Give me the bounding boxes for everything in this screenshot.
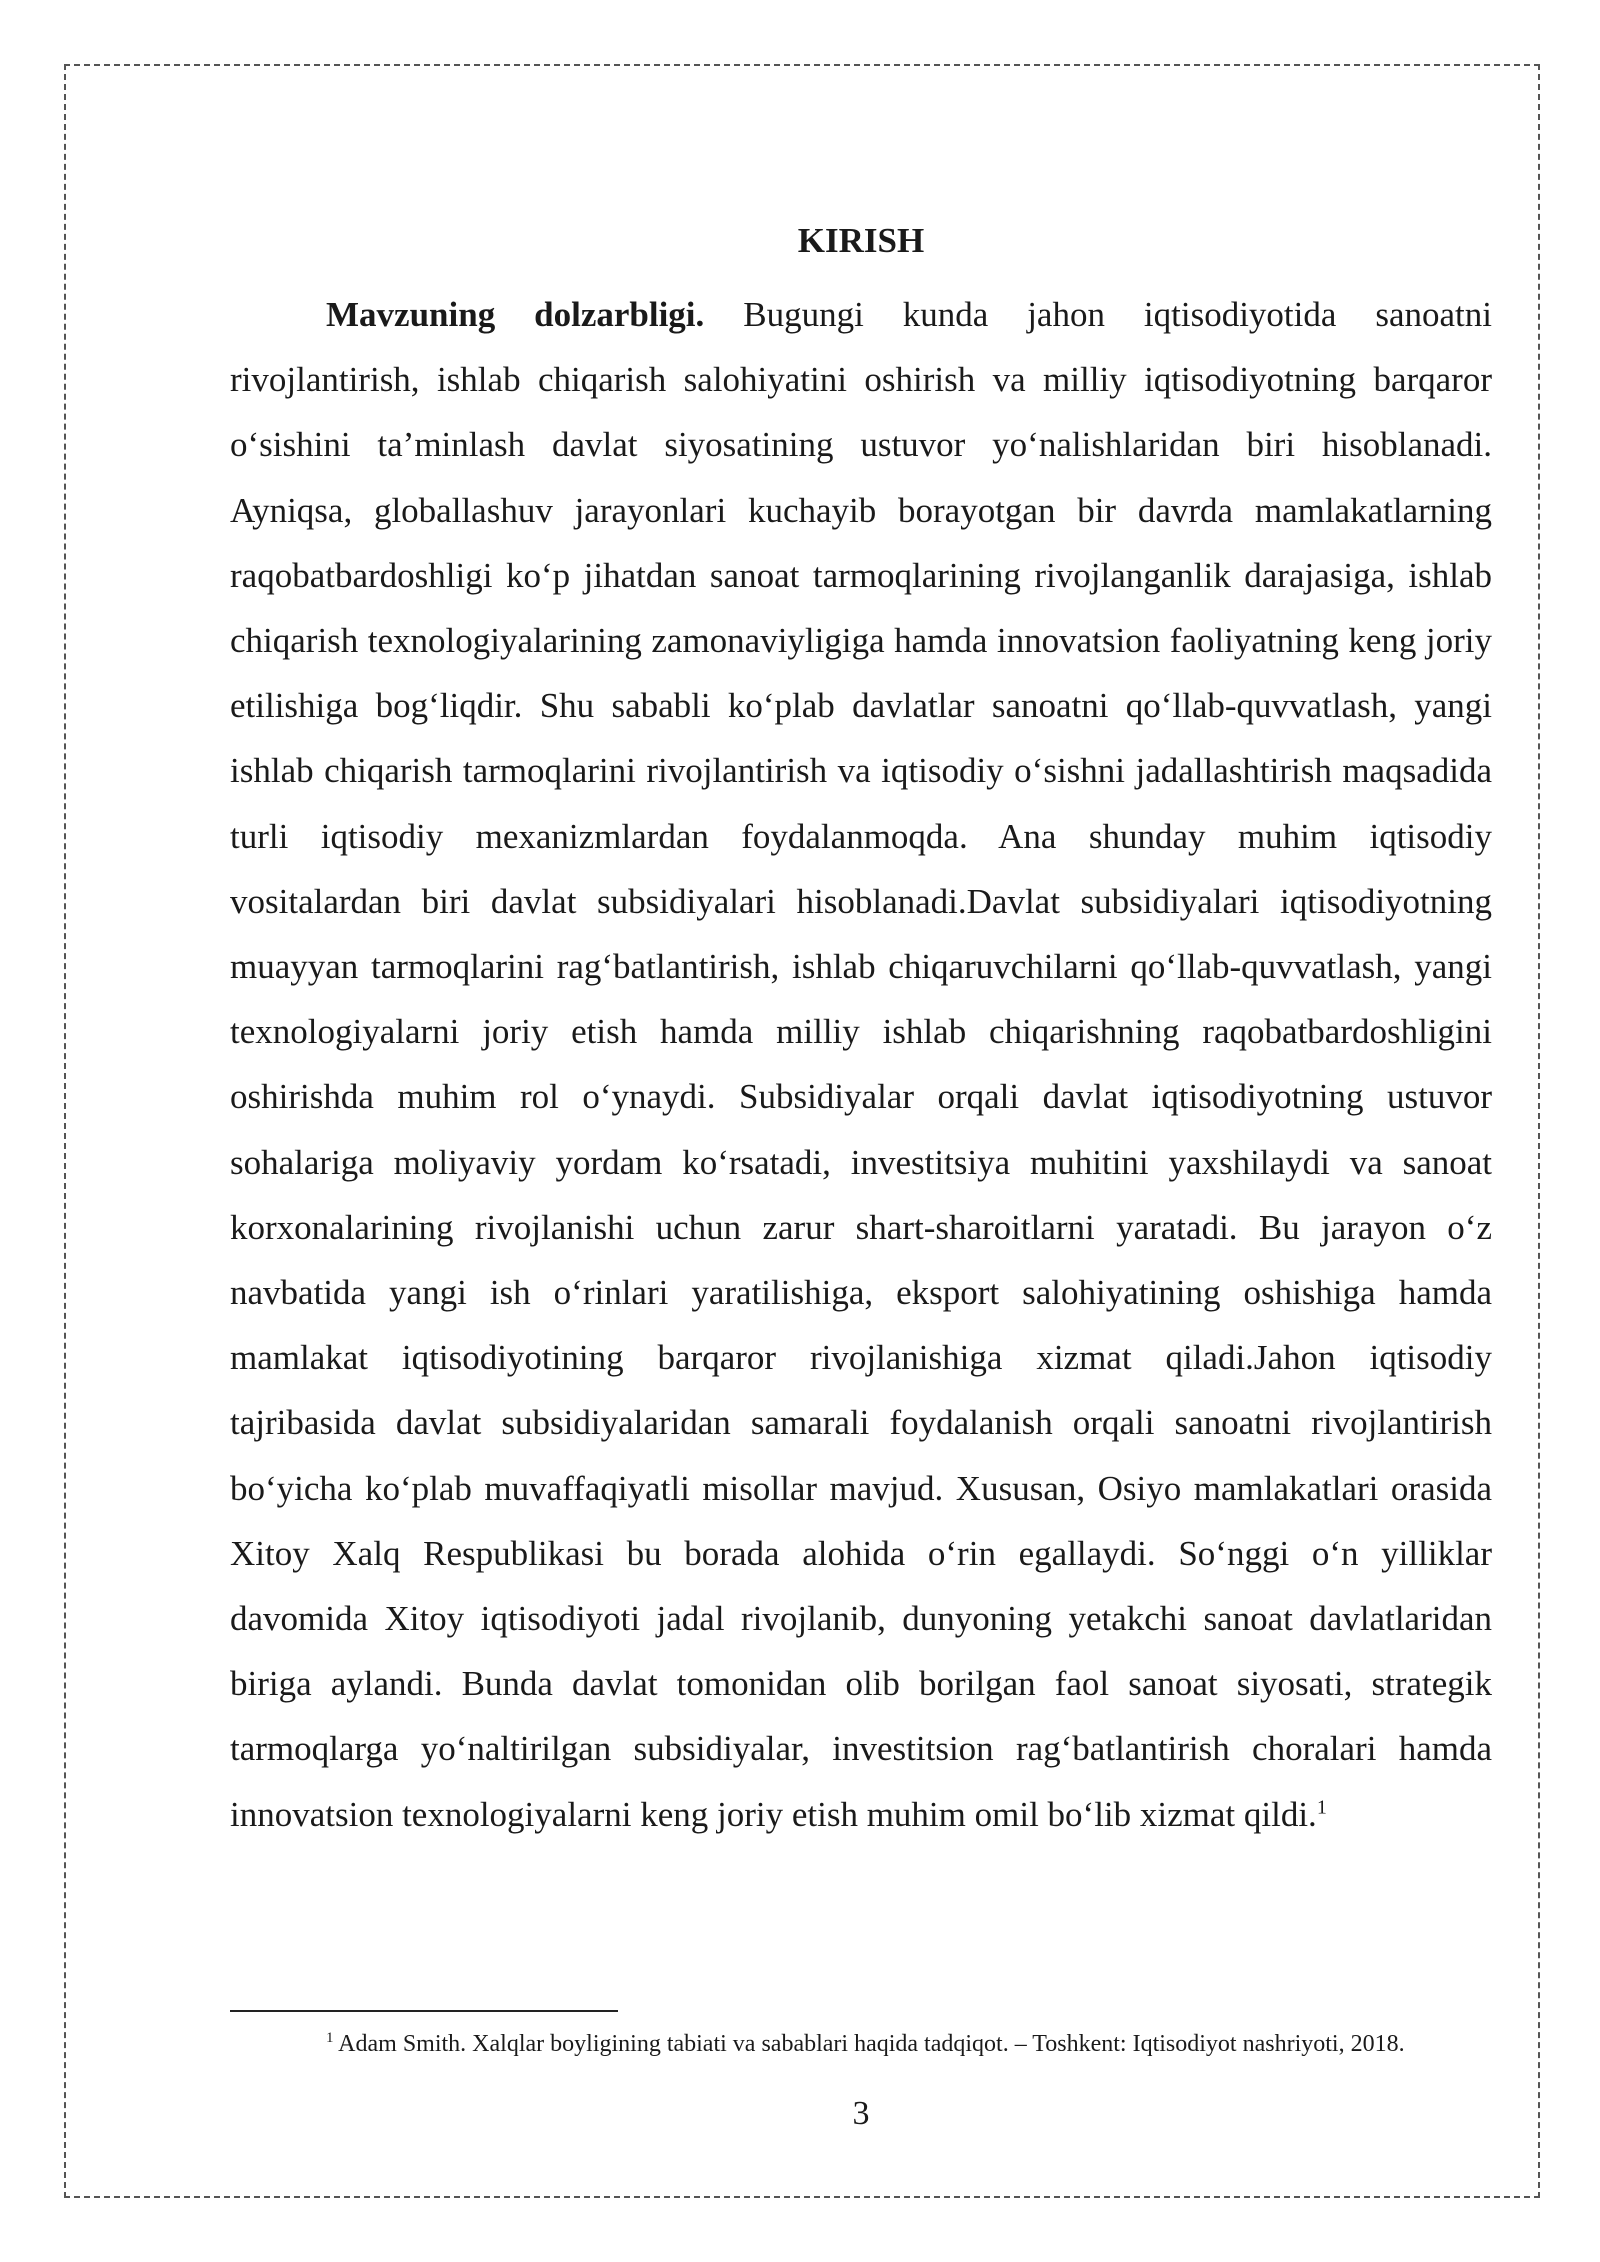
page-number: 3 — [852, 2095, 870, 2132]
footnote-reference[interactable]: 1 — [1316, 1796, 1327, 1819]
footnote-text: Adam Smith. Xalqlar boyligining tabiati va sabablari haqida tadqiqot. – Toshkent: Iqtisodiyot nashriyoti, 2018. — [333, 2031, 1405, 2057]
paragraph-lead: Mavzuning dolzarbligi. — [326, 295, 705, 334]
section-heading: KIRISH — [797, 221, 925, 260]
footnote-separator — [230, 2010, 618, 2012]
body-paragraph — [230, 282, 1492, 1847]
footnote — [230, 2026, 1492, 2063]
paragraph-text: Bugungi kunda jahon iqtisodiyotida sanoatni rivojlantirish, ishlab chiqarish salohiyatini oshirish va milliy iqtisodiyotning barqaror o‘sishini ta’minlash davlat siyosatining ustuvor yo‘nalishlaridan biri hisoblanadi. Ayniqsa, globallashuv jarayonlari kuchayib borayotgan bir davrda mamlakatlarning raqobatbardoshligi ko‘p jihatdan sanoat tarmoqlarining rivojlanganlik darajasiga, ishlab chiqarish texnologiyalarining zamonaviyligiga hamda innovatsion faoliyatning keng joriy etilishiga bog‘liqdir. Shu sababli ko‘plab davlatlar sanoatni qo‘llab-quvvatlash, yangi ishlab chiqarish tarmoqlarini rivojlantirish va iqtisodiy o‘sishni jadallashtirish maqsadida turli iqtisodiy mexanizmlardan foydalanmoqda. Ana shunday muhim iqtisodiy vositalardan biri davlat subsidiyalari hisoblanadi.Davlat subsidiyalari iqtisodiyotning muayyan tarmoqlarini rag‘batlantirish, ishlab chiqaruvchilarni qo‘llab-quvvatlash, yangi texnologiyalarni joriy etish hamda milliy ishlab chiqarishning raqobatbardoshligini oshirishda muhim rol o‘ynaydi. Subsidiyalar orqali davlat iqtisodiyotning ustuvor sohalariga moliyaviy yordam ko‘rsatadi, investitsiya muhitini yaxshilaydi va sanoat korxonalarining rivojlanishi uchun zarur shart-sharoitlarni yaratadi. Bu jarayon o‘z navbatida yangi ish o‘rinlari yaratilishiga, eksport salohiyatining oshishiga hamda mamlakat iqtisodiyotining barqaror rivojlanishiga xizmat qiladi.Jahon iqtisodiy tajribasida davlat subsidiyalaridan samarali foydalanish orqali sanoatni rivojlantirish bo‘yicha ko‘plab muvaffaqiyatli misollar mavjud. Xususan, Osiyo mamlakatlari orasida Xitoy Xalq Respublikasi bu borada alohida o‘rin egallaydi. So‘nggi o‘n yilliklar davomida Xitoy iqtisodiyoti jadal rivojlanib, dunyoning yetakchi sanoat davlatlaridan biriga aylandi. Bunda davlat tomonidan olib borilgan faol sanoat siyosati, strategik tarmoqlarga yo‘naltirilgan subsidiyalar, investitsion rag‘batlantirish choralari hamda innovatsion texnologiyalarni keng joriy etish muhim omil bo‘lib xizmat qildi. — [230, 295, 1492, 1834]
footnote-mark: 1 — [326, 2030, 334, 2046]
